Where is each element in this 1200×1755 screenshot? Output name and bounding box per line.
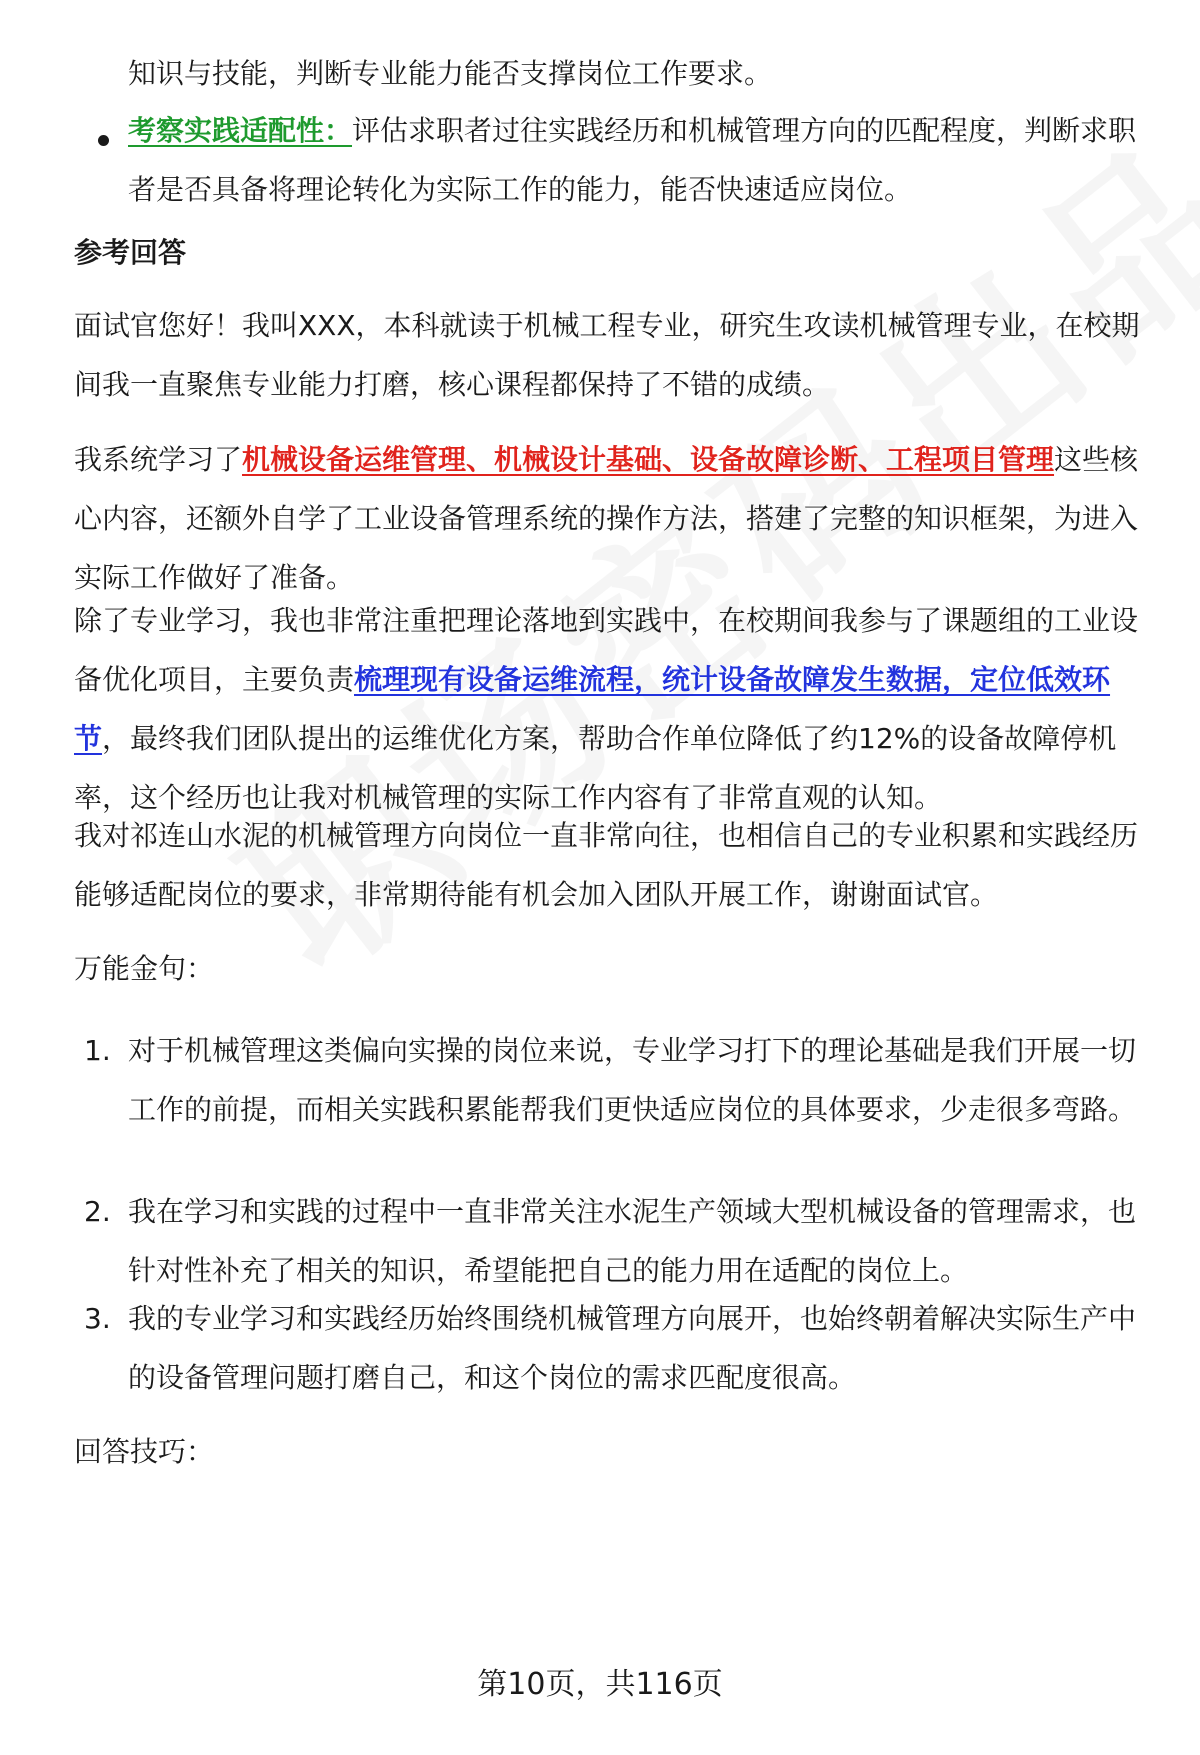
list-item: 我在学习和实践的过程中一直非常关注水泥生产领域大型机械设备的管理需求，也针对性补充了相关的知识，希望能把自己的能力用在适配的岗位上。 xyxy=(128,1195,1137,1287)
paragraph-2-before: 我系统学习了 xyxy=(74,443,243,476)
paragraph-3 xyxy=(74,591,1154,827)
section-title: 参考回答 xyxy=(74,236,187,269)
paragraph-4: 我对祁连山水泥的机械管理方向岗位一直非常向往，也相信自己的专业积累和实践经历能够适配岗位的要求，非常期待能有机会加入团队开展工作，谢谢面试官。 xyxy=(74,819,1139,911)
paragraph-2 xyxy=(74,430,1154,607)
paragraph-3-highlight: 梳理现有设备运维流程，统计设备故障发生数据，定位低效环节 xyxy=(74,663,1111,755)
list-item: 我的专业学习和实践经历始终围绕机械管理方向展开，也始终朝着解决实际生产中的设备管理问题打磨自己，和这个岗位的需求匹配度很高。 xyxy=(128,1302,1137,1394)
list-number: 2. xyxy=(84,1195,111,1228)
bullet-label: 考察实践适配性： xyxy=(128,114,353,147)
paragraph-2-highlight: 机械设备运维管理、机械设计基础、设备故障诊断、工程项目管理 xyxy=(242,443,1055,476)
golden-title: 万能金句： xyxy=(74,952,215,985)
tips-title: 回答技巧： xyxy=(74,1435,215,1468)
paragraph-3-after: ，最终我们团队提出的运维优化方案，帮助合作单位降低了约12%的设备故障停机率，这个经历也让我对机械管理的实际工作内容有了非常直观的认知。 xyxy=(74,722,1117,814)
list-item: 对于机械管理这类偏向实操的岗位来说，专业学习打下的理论基础是我们开展一切工作的前提，而相关实践积累能帮我们更快适应岗位的具体要求，少走很多弯路。 xyxy=(128,1034,1137,1126)
list-number: 3. xyxy=(84,1302,111,1335)
paragraph-3-before: 除了专业学习，我也非常注重把理论落地到实践中，在校期间我参与了课题组的工业设备优化项目，主要负责 xyxy=(74,604,1139,696)
paragraph-1: 面试官您好！我叫XXX，本科就读于机械工程专业，研究生攻读机械管理专业，在校期间我一直聚焦专业能力打磨，核心课程都保持了不错的成绩。 xyxy=(74,309,1140,401)
intro-tail-text: 知识与技能，判断专业能力能否支撑岗位工作要求。 xyxy=(128,57,773,90)
page-number: 第10页，共116页 xyxy=(477,1667,723,1702)
bullet-dot-icon xyxy=(98,135,109,146)
bullet-item xyxy=(128,101,1154,219)
bullet-text: 评估求职者过往实践经历和机械管理方向的匹配程度，判断求职者是否具备将理论转化为实际工作的能力，能否快速适应岗位。 xyxy=(128,114,1137,206)
paragraph-2-after: 这些核心内容，还额外自学了工业设备管理系统的操作方法，搭建了完整的知识框架，为进入实际工作做好了准备。 xyxy=(74,443,1139,594)
list-number: 1. xyxy=(84,1034,111,1067)
